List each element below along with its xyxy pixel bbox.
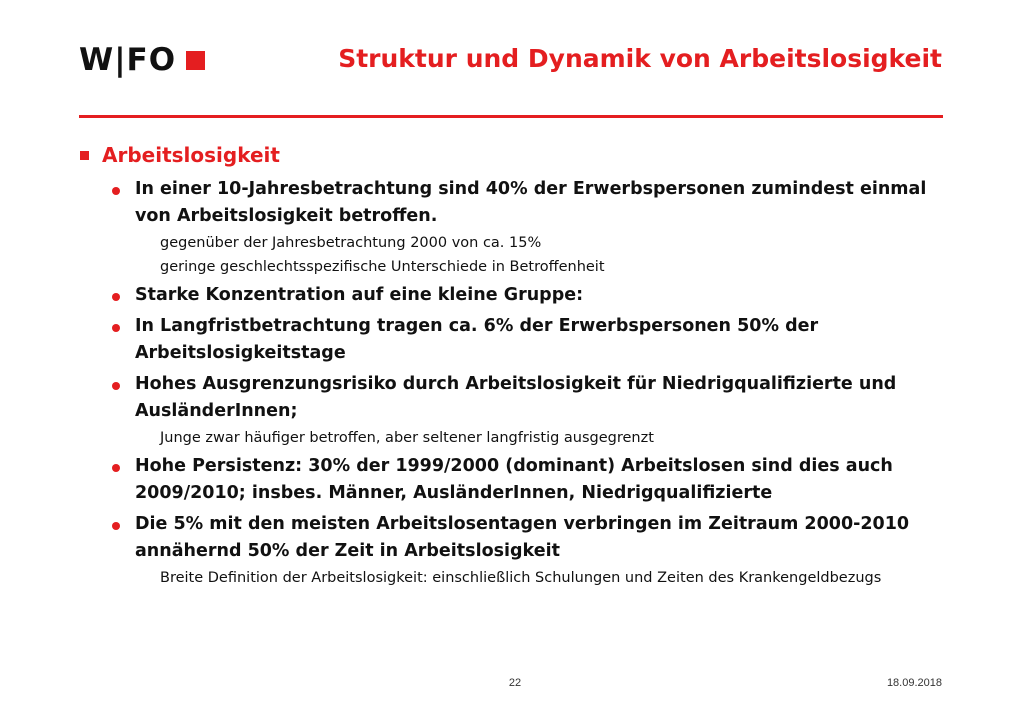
bullet-text: Hohe Persistenz: 30% der 1999/2000 (dominant) Arbeitslosen sind dies auch 2009/2010; insbes. Männer, AusländerInnen, Niedrigqualifizierte	[135, 456, 893, 503]
bullet-item	[112, 453, 960, 507]
round-bullet-icon	[112, 382, 120, 390]
footer-date: 18.09.2018	[886, 677, 942, 689]
section-heading-row	[80, 140, 960, 170]
slide-title: Struktur und Dynamik von Arbeitslosigkeit	[338, 44, 942, 73]
round-bullet-icon	[112, 464, 120, 472]
bullet-item	[112, 282, 960, 309]
round-bullet-icon	[112, 522, 120, 530]
slide-content	[80, 140, 960, 591]
logo-square-icon	[186, 51, 205, 70]
sub-bullet-text: geringe geschlechtsspezifische Unterschiede in Betroffenheit	[160, 259, 605, 275]
bullet-text: Hohes Ausgrenzungsrisiko durch Arbeitslosigkeit für Niedrigqualifizierte und AusländerInnen;	[135, 374, 897, 421]
section-heading: Arbeitslosigkeit	[102, 143, 280, 167]
bullet-text: In Langfristbetrachtung tragen ca. 6% der Erwerbspersonen 50% der Arbeitslosigkeitstage	[135, 316, 819, 363]
round-bullet-icon	[112, 324, 120, 332]
sub-bullet-text: Breite Definition der Arbeitslosigkeit: einschließlich Schulungen und Zeiten des Krankengeldbezugs	[160, 570, 882, 586]
logo-wordmark: W|FO	[79, 42, 177, 78]
sub-bullet-text: Junge zwar häufiger betroffen, aber seltener langfristig ausgegrenzt	[160, 430, 654, 446]
title-divider	[79, 115, 943, 118]
round-bullet-icon	[112, 187, 120, 195]
bullet-item	[112, 313, 960, 367]
bullet-text: Starke Konzentration auf eine kleine Gruppe:	[135, 285, 584, 305]
wifo-logo	[79, 40, 205, 80]
square-bullet-icon	[80, 151, 89, 160]
bullet-text: In einer 10-Jahresbetrachtung sind 40% der Erwerbspersonen zumindest einmal von Arbeitslosigkeit betroffen.	[135, 179, 927, 226]
bullet-item	[112, 371, 960, 425]
bullet-text: Die 5% mit den meisten Arbeitslosentagen verbringen im Zeitraum 2000-2010 annähernd 50% der Zeit in Arbeitslosigkeit	[135, 514, 910, 561]
bullet-item	[112, 176, 960, 230]
round-bullet-icon	[112, 293, 120, 301]
page-number: 22	[508, 677, 522, 689]
sub-bullet-text: gegenüber der Jahresbetrachtung 2000 von ca. 15%	[160, 235, 542, 251]
bullet-item	[112, 511, 960, 565]
